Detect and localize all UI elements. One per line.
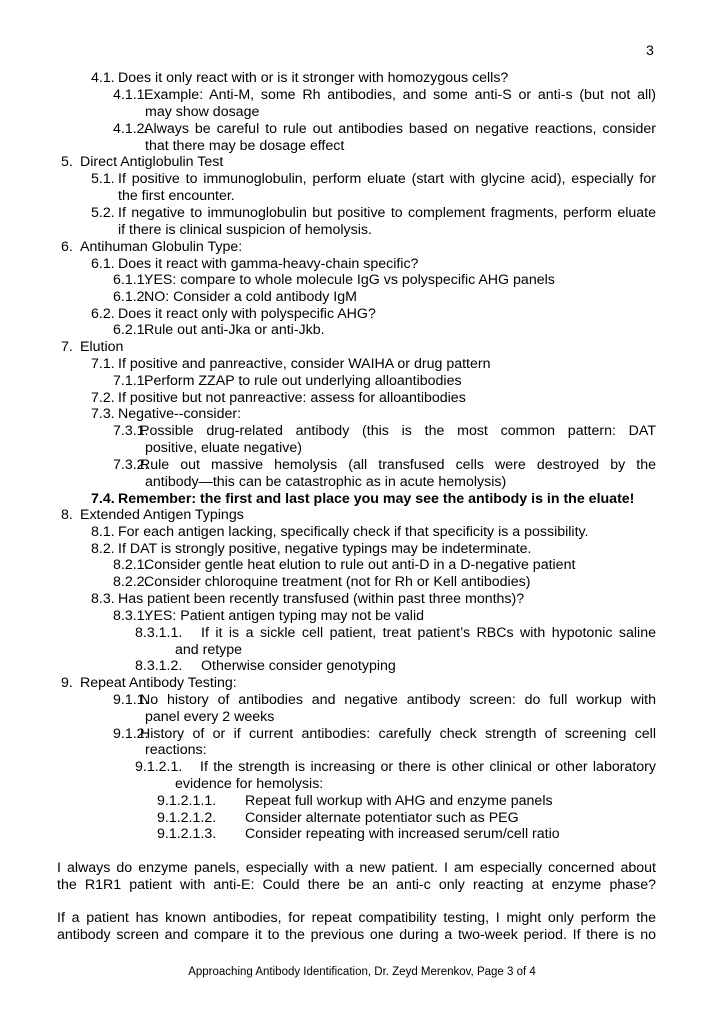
outline-text: Remember: the first and last place you may see the antibody is in the eluate! xyxy=(118,491,635,507)
outline-number: 5.2. xyxy=(91,205,115,221)
outline-text: Example: Anti-M, some Rh antibodies, and some anti-S or anti-s (but not all) xyxy=(144,87,656,103)
outline-text: Consider gentle heat elution to rule out anti-D in a D-negative patient xyxy=(144,557,576,573)
outline-text: and retype xyxy=(175,642,243,658)
outline-text: positive, eluate negative) xyxy=(145,440,302,456)
outline-number: 8.2. xyxy=(91,541,115,557)
outline-text: For each antigen lacking, specifically check if that specificity is a possibility. xyxy=(118,524,589,540)
outline-text: Consider chloroquine treatment (not for Rh or Kell antibodies) xyxy=(144,574,531,590)
outline-text: panel every 2 weeks xyxy=(145,709,275,725)
outline-number: 6.1. xyxy=(91,256,115,272)
outline-text: the first encounter. xyxy=(118,188,235,204)
outline-text: that there may be dosage effect xyxy=(145,138,345,154)
outline-number: 6.1.2. xyxy=(113,289,149,305)
outline-text: Consider repeating with increased serum/cell ratio xyxy=(245,826,560,842)
outline-number: 8.3.1.2. xyxy=(135,658,183,674)
outline-number: 4.1.1. xyxy=(113,87,149,103)
outline-text: Direct Antiglobulin Test xyxy=(80,154,224,170)
paragraph-line: If a patient has known antibodies, for repeat compatibility testing, I might only perform the xyxy=(57,910,656,926)
outline-number: 7.3. xyxy=(91,406,115,422)
outline-number: 7.1.1. xyxy=(113,373,149,389)
outline-text: If it is a sickle cell patient, treat patient’s RBCs with hypotonic saline xyxy=(201,625,656,641)
outline-text: If positive but not panreactive: assess for alloantibodies xyxy=(118,390,466,406)
outline-text: Does it only react with or is it stronger with homozygous cells? xyxy=(118,70,509,86)
outline-number: 8. xyxy=(61,507,73,523)
paragraph-line: the R1R1 patient with anti-E: Could there be an anti-c only reacting at enzyme phase? xyxy=(57,877,656,893)
outline-number: 8.3. xyxy=(91,591,115,607)
page-footer: Approaching Antibody Identification, Dr. Zeyd Merenkov, Page 3 of 4 xyxy=(188,966,536,978)
outline-text: If the strength is increasing or there is other clinical or other laboratory xyxy=(200,759,656,775)
outline-number: 9.1.2.1.2. xyxy=(157,810,217,826)
outline-text: if there is clinical suspicion of hemolysis. xyxy=(118,222,372,238)
paragraph-line: antibody screen and compare it to the previous one during a two-week period. If there is no xyxy=(57,927,656,943)
outline-text: Negative--consider: xyxy=(118,406,242,422)
outline-number: 7.3.2. xyxy=(113,457,149,473)
outline-text: antibody—this can be catastrophic as in acute hemolysis) xyxy=(145,474,507,490)
outline-text: may show dosage xyxy=(145,104,260,120)
outline-text: If positive to immunoglobulin, perform eluate (start with glycine acid), especially for xyxy=(118,171,656,187)
outline-number: 7.2. xyxy=(91,390,115,406)
paragraph-line: I always do enzyme panels, especially with a new patient. I am especially concerned about xyxy=(57,860,656,876)
outline-text: No history of antibodies and negative antibody screen: do full workup with xyxy=(140,692,656,708)
outline-text: Repeat full workup with AHG and enzyme panels xyxy=(245,793,553,809)
outline-number: 8.1. xyxy=(91,524,115,540)
outline-number: 8.2.2. xyxy=(113,574,149,590)
outline-text: History of or if current antibodies: carefully check strength of screening cell xyxy=(140,726,656,742)
outline-number: 6.2. xyxy=(91,306,115,322)
outline-number: 5. xyxy=(61,154,73,170)
outline-number: 4.1. xyxy=(91,70,115,86)
outline-number: 6. xyxy=(61,239,73,255)
outline-text: Has patient been recently transfused (within past three months)? xyxy=(118,591,525,607)
outline-number: 9.1.2.1.3. xyxy=(157,826,217,842)
outline-text: reactions: xyxy=(145,742,207,758)
outline-number: 5.1. xyxy=(91,171,115,187)
outline-text: If positive and panreactive, consider WAIHA or drug pattern xyxy=(118,356,491,372)
outline-text: If negative to immunoglobulin but positive to complement fragments, perform eluate xyxy=(118,205,656,221)
outline-text: Consider alternate potentiator such as PEG xyxy=(245,810,519,826)
outline-text: Extended Antigen Typings xyxy=(80,507,244,523)
outline-number: 9.1.2.1. xyxy=(135,759,183,775)
outline-text: Does it react only with polyspecific AHG? xyxy=(118,306,376,322)
outline-number: 7. xyxy=(61,339,73,355)
outline-number: 8.3.1.1. xyxy=(135,625,183,641)
outline-text: Does it react with gamma-heavy-chain specific? xyxy=(118,256,419,272)
outline-text: Possible drug-related antibody (this is the most common pattern: DAT xyxy=(140,423,656,439)
outline-number: 9. xyxy=(61,675,73,691)
outline-text: If DAT is strongly positive, negative typings may be indeterminate. xyxy=(118,541,532,557)
outline-text: Rule out anti-Jka or anti-Jkb. xyxy=(144,322,325,338)
outline-number: 9.1.2.1.1. xyxy=(157,793,217,809)
outline-text: Rule out massive hemolysis (all transfused cells were destroyed by the xyxy=(140,457,656,473)
outline-text: Repeat Antibody Testing: xyxy=(80,675,237,691)
outline-number: 9.1.2. xyxy=(113,726,149,742)
outline-number: 7.4. xyxy=(91,491,115,507)
outline-text: YES: compare to whole molecule IgG vs polyspecific AHG panels xyxy=(144,272,555,288)
page-number: 3 xyxy=(646,43,654,59)
outline-text: Always be careful to rule out antibodies based on negative reactions, consider xyxy=(144,121,656,137)
outline-number: 6.1.1. xyxy=(113,272,149,288)
outline-text: Perform ZZAP to rule out underlying alloantibodies xyxy=(144,373,462,389)
outline-number: 4.1.2. xyxy=(113,121,149,137)
outline-number: 8.2.1. xyxy=(113,557,149,573)
outline-number: 6.2.1. xyxy=(113,322,149,338)
outline-text: NO: Consider a cold antibody IgM xyxy=(144,289,357,305)
outline-number: 7.1. xyxy=(91,356,115,372)
outline-text: YES: Patient antigen typing may not be valid xyxy=(144,608,424,624)
outline-text: Elution xyxy=(80,339,124,355)
outline-number: 8.3.1. xyxy=(113,608,149,624)
outline-text: evidence for hemolysis: xyxy=(175,776,324,792)
outline-number: 9.1.1. xyxy=(113,692,149,708)
outline-number: 7.3.1. xyxy=(113,423,149,439)
outline-text: Otherwise consider genotyping xyxy=(201,658,396,674)
outline-text: Antihuman Globulin Type: xyxy=(80,239,243,255)
